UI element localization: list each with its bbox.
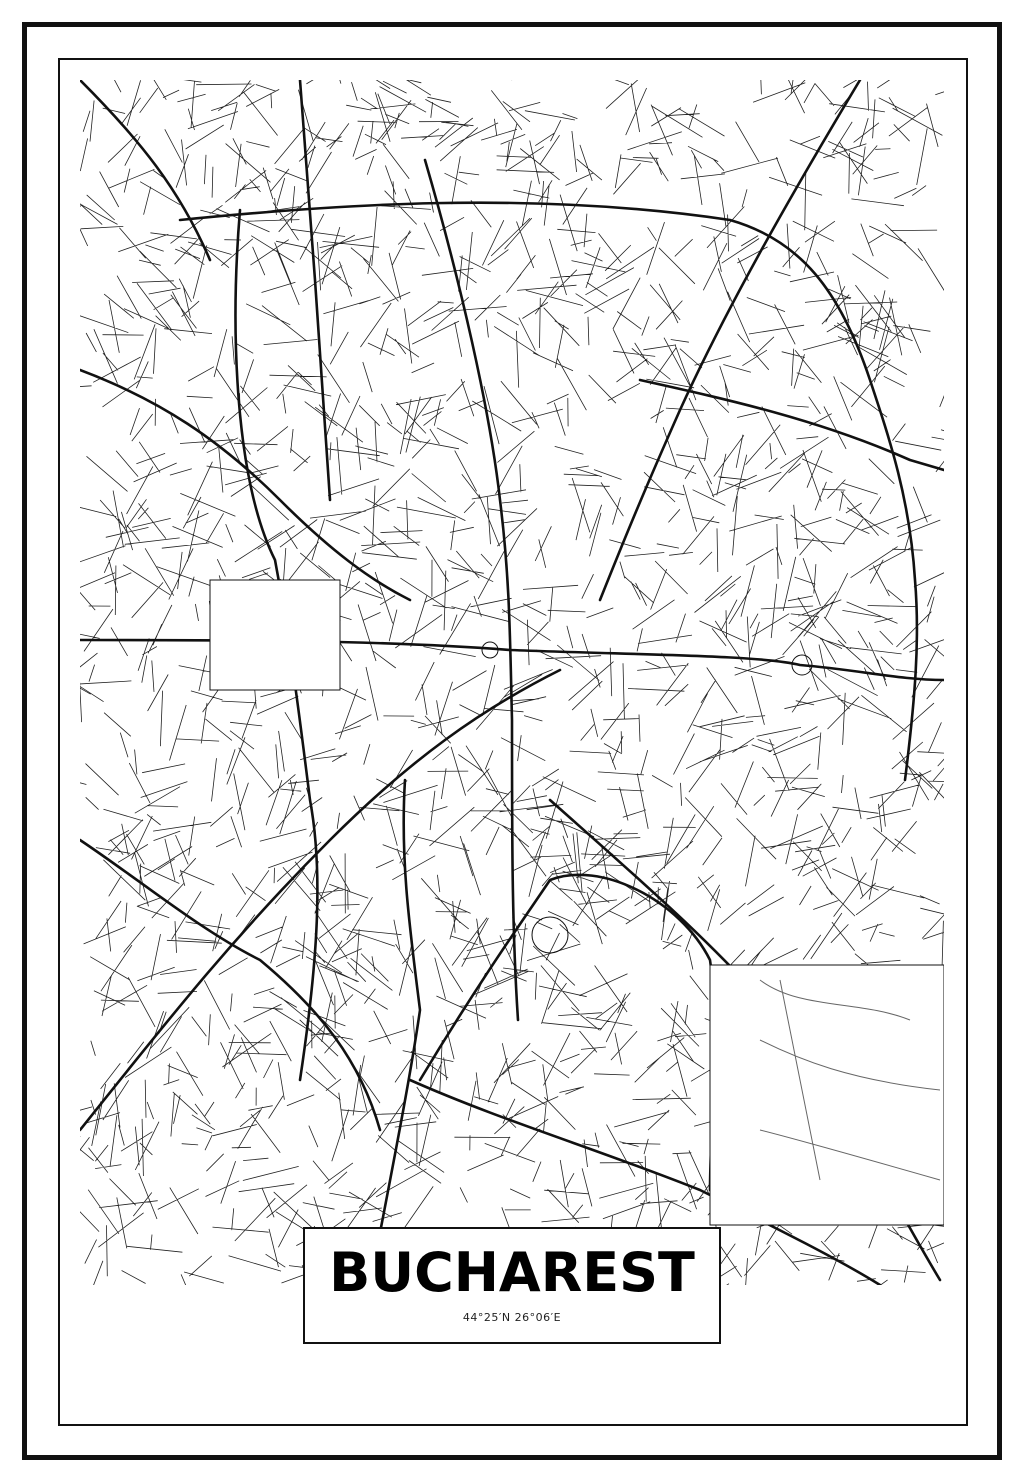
road-east — [640, 380, 944, 470]
city-title: BUCHAREST — [329, 1241, 695, 1304]
ring-road-north — [180, 203, 917, 780]
lake-area — [710, 965, 944, 1225]
road-south — [370, 780, 420, 1285]
title-box — [303, 1227, 721, 1344]
ring-road-south — [420, 875, 714, 1190]
street-map-svg — [80, 80, 944, 1285]
park-west — [210, 580, 340, 690]
road-northwest — [80, 80, 210, 260]
boulevard-north-south — [425, 160, 518, 1020]
city-street-map — [80, 80, 944, 1285]
park-circle — [532, 917, 568, 953]
city-coordinates: 44°25′N 26°06′E — [462, 1311, 562, 1324]
